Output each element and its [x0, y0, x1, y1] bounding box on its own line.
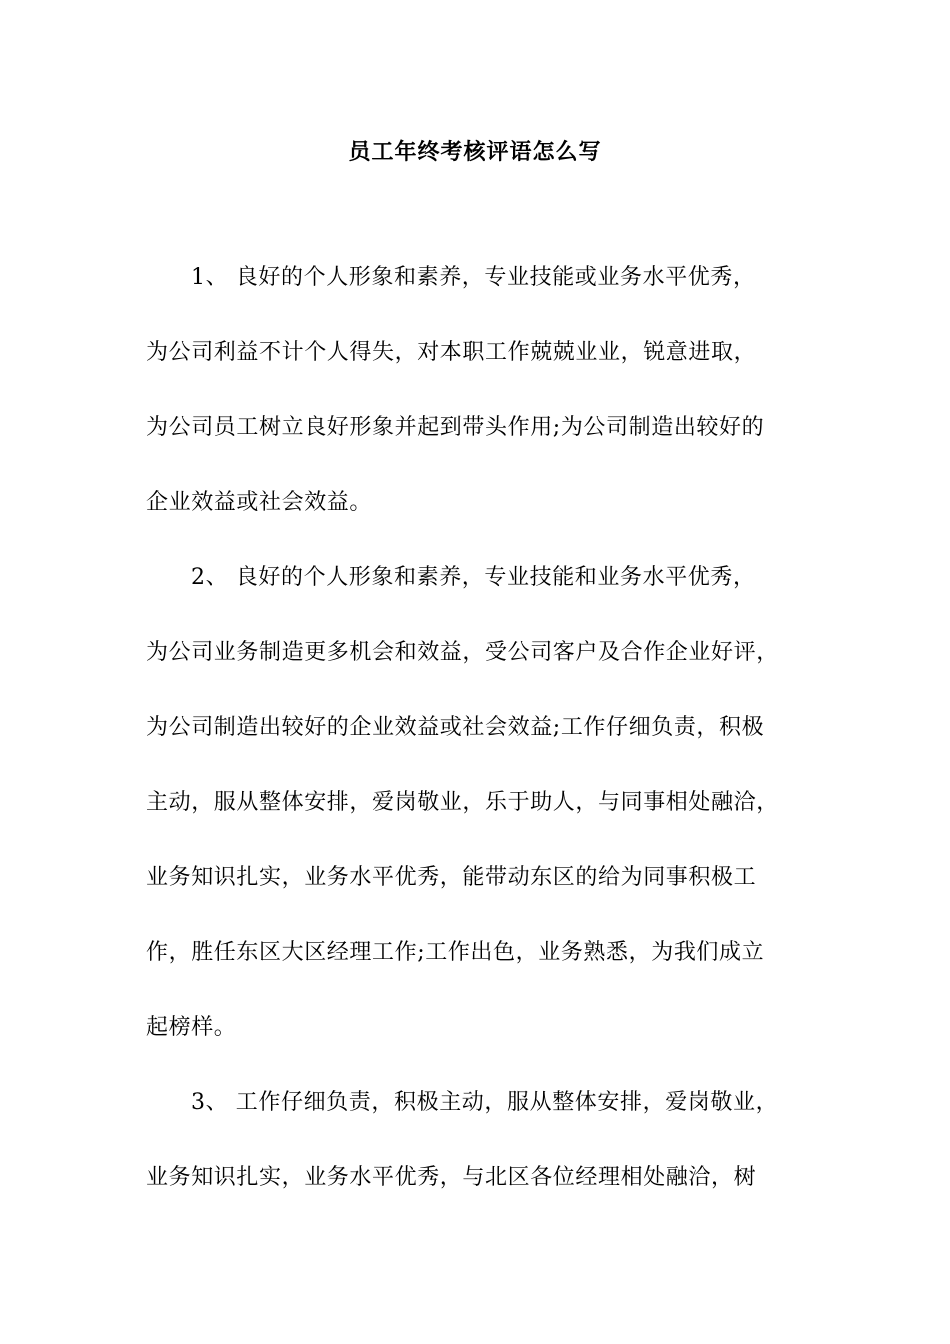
paragraph-2: [146, 558, 826, 1083]
paragraph-line: 为公司制造出较好的企业效益或社会效益;工作仔细负责，积极: [146, 715, 765, 740]
document-title: 员工年终考核评语怎么写: [348, 139, 602, 165]
paragraph-line: 1、 良好的个人形象和素养，专业技能或业务水平优秀，: [191, 265, 756, 290]
paragraph-1: [146, 258, 826, 558]
paragraph-line: 为公司员工树立良好形象并起到带头作用;为公司制造出较好的: [146, 415, 765, 440]
paragraph-line: 为公司利益不计个人得失，对本职工作兢兢业业，锐意进取，: [146, 340, 757, 365]
paragraph-line: 起榜样。: [146, 1015, 237, 1040]
paragraph-line: 企业效益或社会效益。: [146, 490, 373, 515]
paragraph-line: 主动，服从整体安排，爱岗敬业，乐于助人，与同事相处融洽，: [146, 790, 779, 815]
paragraph-line: 为公司业务制造更多机会和效益，受公司客户及合作企业好评，: [146, 640, 779, 665]
document-body: [146, 258, 826, 1233]
paragraph-line: 2、 良好的个人形象和素养，专业技能和业务水平优秀，: [191, 565, 756, 590]
paragraph-line: 业务知识扎实，业务水平优秀，与北区各位经理相处融洽，树: [146, 1165, 757, 1190]
paragraph-line: 3、 工作仔细负责，积极主动，服从整体安排，爱岗敬业，: [191, 1090, 779, 1115]
paragraph-line: 业务知识扎实，业务水平优秀，能带动东区的给为同事积极工: [146, 865, 757, 890]
paragraph-3: [146, 1083, 826, 1233]
paragraph-line: 作，胜任东区大区经理工作;工作出色，业务熟悉，为我们成立: [146, 940, 765, 965]
